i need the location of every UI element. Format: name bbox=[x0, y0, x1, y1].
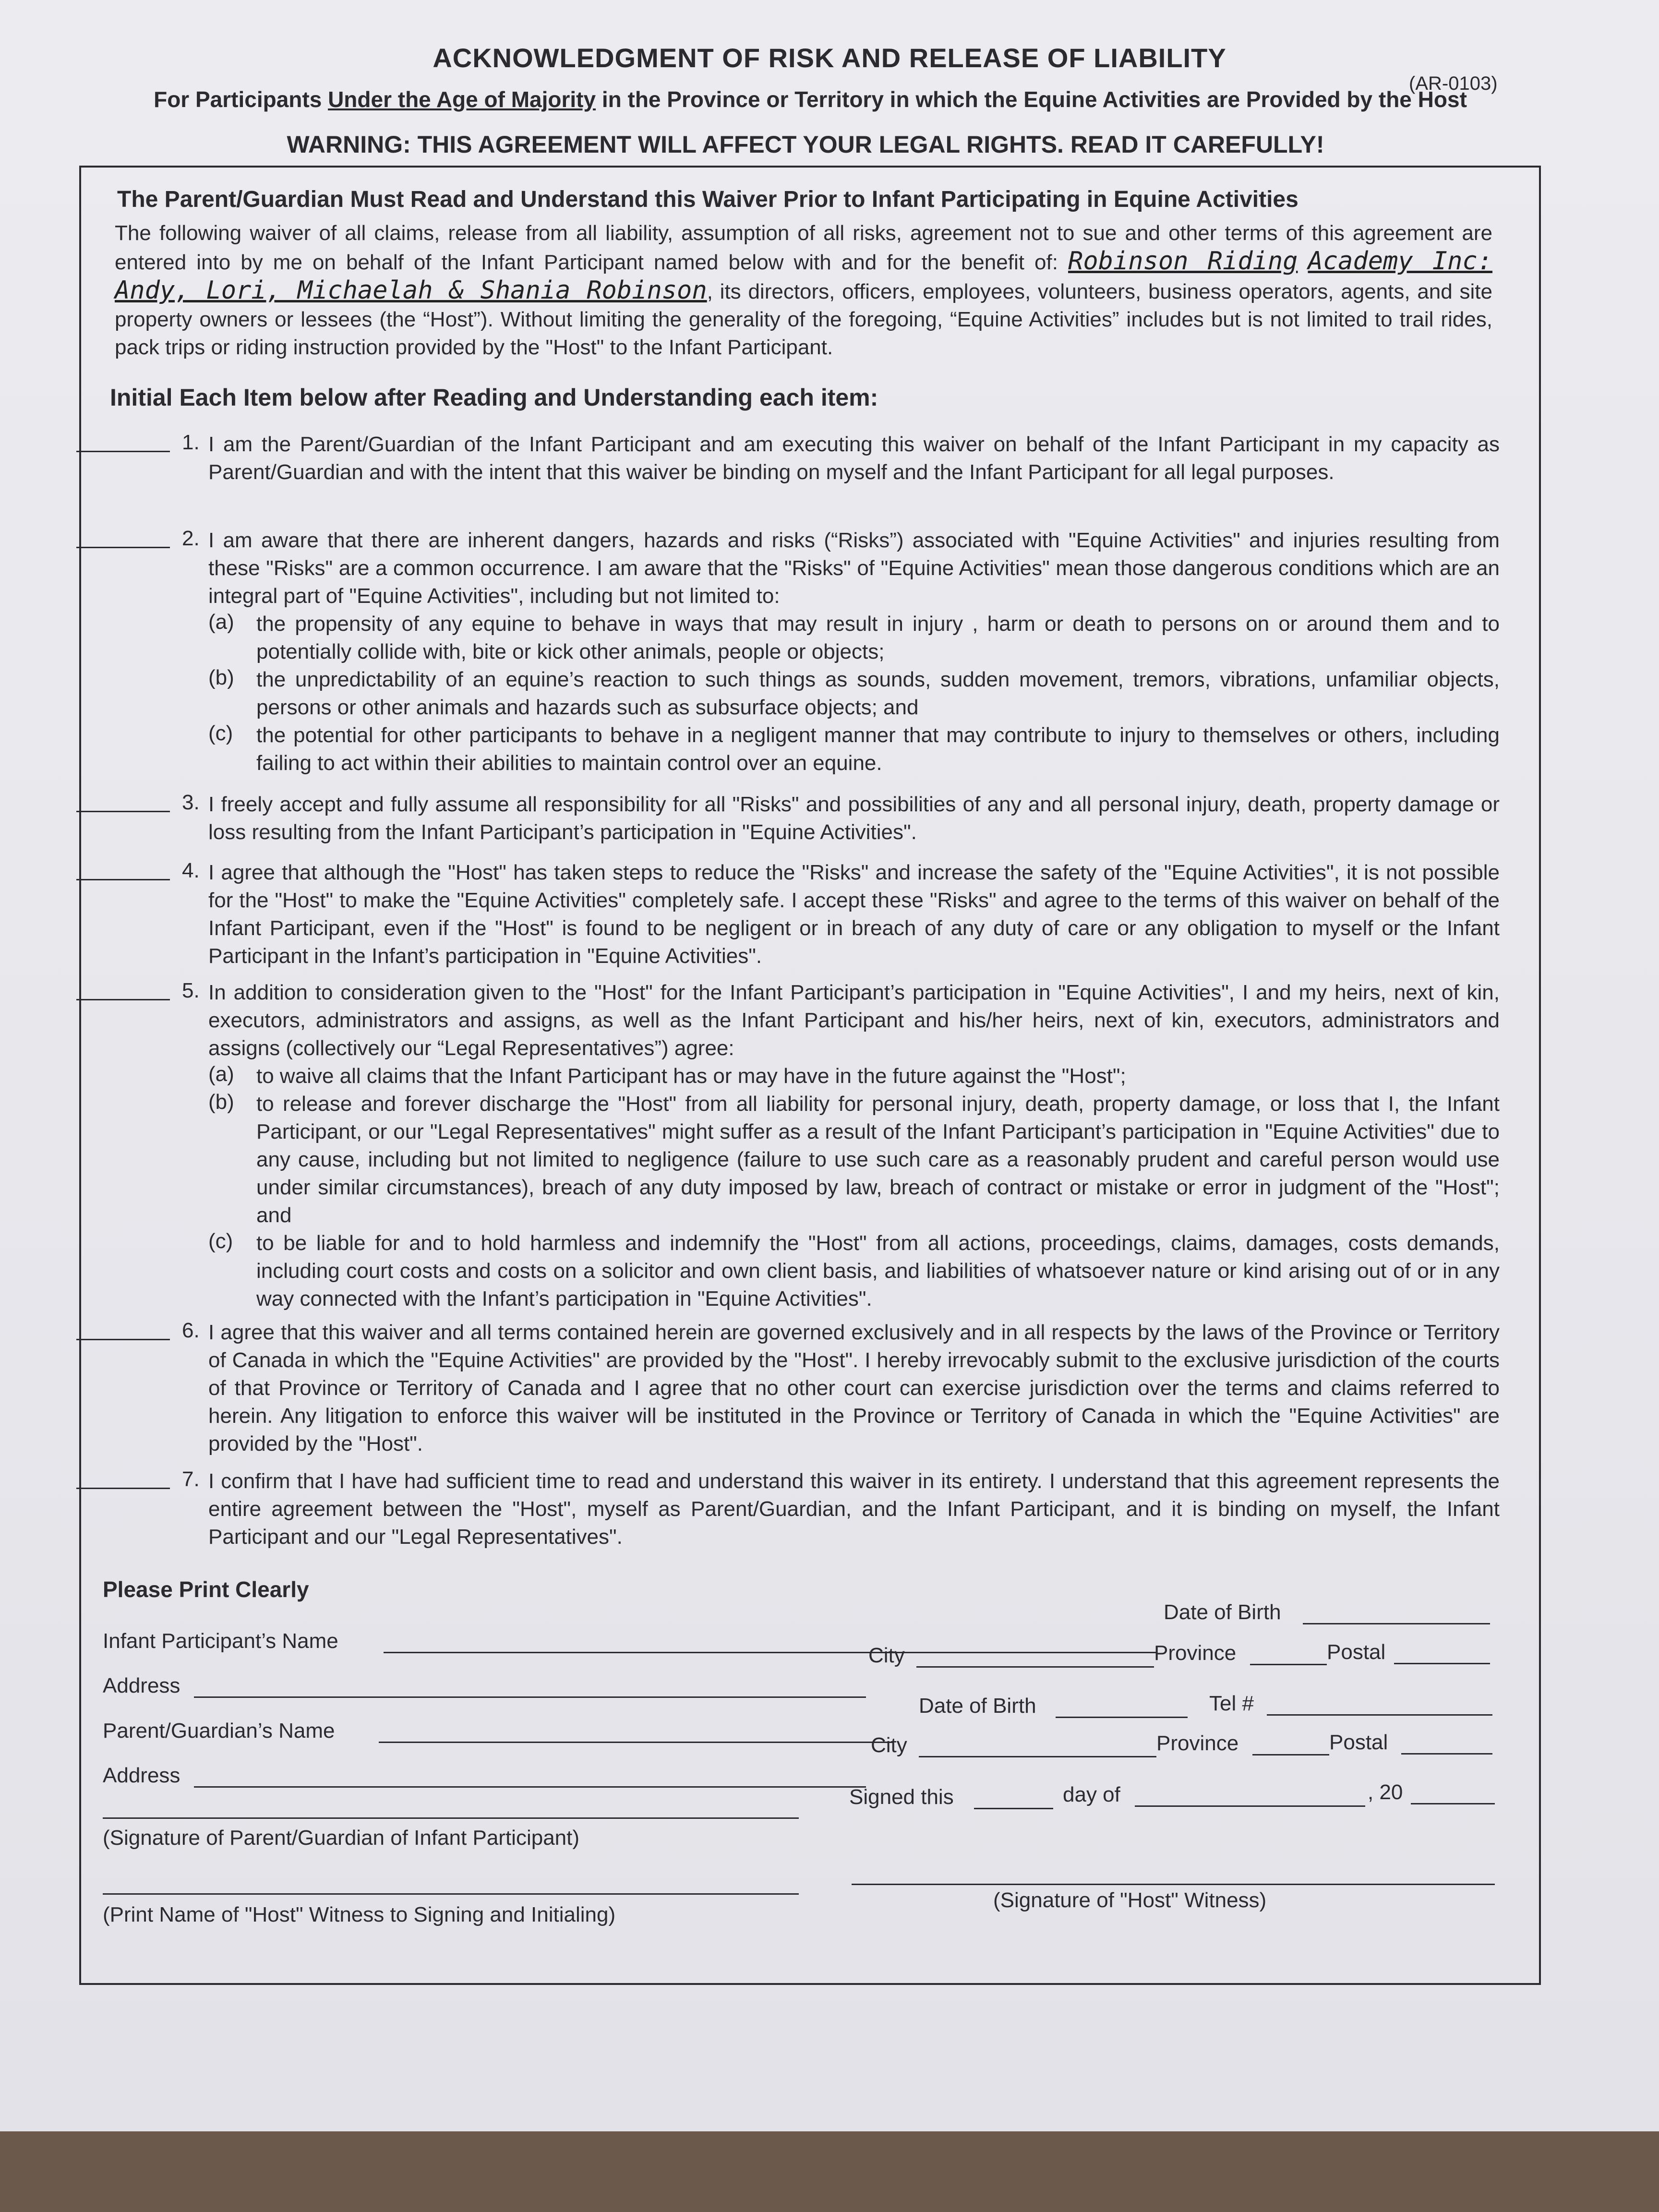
intro-heading: The Parent/Guardian Must Read and Understand this Waiver Prior to Infant Participating in Equine Activities bbox=[117, 187, 1298, 212]
item-number-2: 2. bbox=[182, 527, 200, 550]
intro-paragraph bbox=[115, 219, 1493, 359]
item-number-6: 6. bbox=[182, 1319, 200, 1342]
item-text-3: I freely accept and fully assume all responsibility for all "Risks" and possibilities of any and all personal injury, death, property damage or loss resulting from the Infant Participant’s participation in "Equine Activities". bbox=[208, 793, 1500, 844]
host-name-handwritten-1: Robinson Riding bbox=[1068, 247, 1298, 276]
infant-city-label: City bbox=[868, 1644, 905, 1667]
item-text-5: In addition to consideration given to the "Host" for the Infant Participant’s participation in "Equine Activities", I and my heirs, next of kin, executors, administrators and assigns, as well as the Infant Participant and his/her heirs, next of kin, executors, administrators and assigns (collectively our “Legal Representatives”) agree: bbox=[208, 981, 1500, 1060]
guardian-city-label: City bbox=[871, 1733, 907, 1757]
waiver-box bbox=[79, 166, 1541, 1985]
warning-banner: WARNING: THIS AGREEMENT WILL AFFECT YOUR LEGAL RIGHTS. READ IT CAREFULLY! bbox=[287, 131, 1324, 158]
guardian-city-field[interactable] bbox=[919, 1756, 1156, 1757]
guardian-dob-label: Date of Birth bbox=[919, 1694, 1036, 1718]
witness-signature-caption: (Signature of "Host" Witness) bbox=[993, 1888, 1267, 1912]
item-number-3: 3. bbox=[182, 791, 200, 814]
print-clearly-heading: Please Print Clearly bbox=[103, 1577, 309, 1602]
item-2b-text: the unpredictability of an equine’s reaction to such things as sounds, sudden movement, tremors, vibrations, unfamiliar objects, persons or other animals and hazards such as subsurface objects; and bbox=[256, 668, 1500, 719]
item-text-7: I confirm that I have had sufficient time to read and understand this waiver in its entirety. I understand that this agreement represents the entire agreement between the "Host", myself as Parent/Guardian, and the Infant Participant, and it is binding on myself, the Infant Participant and our "Legal Representatives". bbox=[208, 1469, 1500, 1549]
witness-print-name-caption: (Print Name of "Host" Witness to Signing and Initialing) bbox=[103, 1903, 616, 1926]
item-number-4: 4. bbox=[182, 859, 200, 882]
initial-blank-7[interactable] bbox=[76, 1488, 170, 1489]
signed-this-label: Signed this bbox=[849, 1785, 954, 1809]
infant-postal-field[interactable] bbox=[1394, 1663, 1490, 1664]
infant-postal-label: Postal bbox=[1327, 1640, 1386, 1664]
subtitle-underlined: Under the Age of Majority bbox=[328, 87, 596, 112]
document-title: ACKNOWLEDGMENT OF RISK AND RELEASE OF LIABILITY bbox=[433, 43, 1226, 73]
day-of-label: day of bbox=[1063, 1783, 1120, 1806]
item-2b-label: (b) bbox=[208, 666, 234, 689]
guardian-province-field[interactable] bbox=[1252, 1754, 1329, 1755]
item-5c-text: to be liable for and to hold harmless and indemnify the "Host" from all actions, proceedings, claims, damages, costs demands, including court costs and costs on a solicitor and own client basis, and liabilities of whatsoever nature or kind arising out of or in any way connected with the Infant’s participation in "Equine Activities". bbox=[256, 1231, 1500, 1310]
guardian-name-field[interactable] bbox=[379, 1742, 892, 1743]
initial-blank-3[interactable] bbox=[76, 811, 170, 812]
initial-instruction: Initial Each Item below after Reading and Understanding each item: bbox=[110, 384, 878, 411]
guardian-name-label: Parent/Guardian’s Name bbox=[103, 1719, 335, 1743]
initial-blank-2[interactable] bbox=[76, 547, 170, 548]
infant-province-field[interactable] bbox=[1250, 1664, 1327, 1665]
infant-name-field[interactable] bbox=[384, 1652, 1156, 1653]
item-2c-text: the potential for other participants to behave in a negligent manner that may contribute to injury to themselves or others, including failing to act within their abilities to maintain control over an equine. bbox=[256, 723, 1500, 775]
item-text-4: I agree that although the "Host" has taken steps to reduce the "Risks" and increase the safety of the "Equine Activities", it is not possible for the "Host" to make the "Equine Activities" completely safe. I accept these "Risks" and agree to the terms of this waiver on behalf of the Infant Participant, even if the "Host" is found to be negligent or in breach of any duty of care or any obligation to myself or the Infant Participant in the Infant’s participation in "Equine Activities". bbox=[208, 861, 1500, 968]
signed-day-field[interactable] bbox=[974, 1808, 1053, 1809]
item-2c-label: (c) bbox=[208, 721, 233, 745]
subtitle-pre: For Participants bbox=[154, 87, 328, 112]
infant-address-field[interactable] bbox=[194, 1696, 866, 1698]
initial-blank-1[interactable] bbox=[76, 451, 170, 452]
item-5c-label: (c) bbox=[208, 1229, 233, 1253]
document-subtitle bbox=[86, 86, 1534, 112]
witness-signature-line[interactable] bbox=[852, 1884, 1495, 1885]
item-number-7: 7. bbox=[182, 1467, 200, 1491]
item-5b-label: (b) bbox=[208, 1090, 234, 1114]
initial-blank-4[interactable] bbox=[76, 879, 170, 880]
item-5a-label: (a) bbox=[208, 1062, 234, 1086]
item-2a-text: the propensity of any equine to behave in ways that may result in injury , harm or death to persons on or around them and to potentially collide with, bite or kick other animals, people or objects; bbox=[256, 612, 1500, 663]
tel-field[interactable] bbox=[1267, 1714, 1492, 1716]
guardian-address-label: Address bbox=[103, 1764, 180, 1787]
year-prefix-label: , 20 bbox=[1368, 1780, 1403, 1804]
infant-dob-field[interactable] bbox=[1303, 1623, 1490, 1624]
form-number: (AR-0103) bbox=[1409, 73, 1498, 94]
infant-name-label: Infant Participant’s Name bbox=[103, 1629, 338, 1653]
intro-text-1: The following waiver of all claims, release from all liability, assumption of all risks, agreement not to sue and other terms of this agreement are entered into by me on behalf of the Infant Participant named below with and for the benefit of: bbox=[115, 221, 1492, 274]
host-name-handwritten-2: Academy Inc: Andy, Lori, Michaelah & Shania Robinson bbox=[115, 247, 1493, 305]
guardian-address-field[interactable] bbox=[194, 1786, 866, 1788]
item-number-1: 1. bbox=[182, 431, 200, 454]
subtitle-post: in the Province or Territory in which the Equine Activities are Provided by the Host bbox=[596, 87, 1467, 112]
item-2a-label: (a) bbox=[208, 610, 234, 634]
infant-province-label: Province bbox=[1154, 1641, 1237, 1665]
initial-blank-6[interactable] bbox=[76, 1339, 170, 1340]
tel-label: Tel # bbox=[1209, 1692, 1254, 1715]
signed-month-field[interactable] bbox=[1135, 1805, 1365, 1807]
infant-dob-label: Date of Birth bbox=[1164, 1600, 1281, 1624]
guardian-postal-field[interactable] bbox=[1401, 1753, 1492, 1755]
intro-text-2: , its directors, officers, employees, volunteers, business operators, agents, and site property owners or lessees (the “Host”). Without limiting the generality of the foregoing, “Equine Activities” includes but is not limited to trail rides, pack trips or riding instruction provided by the "Host" to the Infant Participant. bbox=[115, 280, 1492, 359]
guardian-dob-field[interactable] bbox=[1056, 1717, 1188, 1718]
guardian-province-label: Province bbox=[1156, 1731, 1239, 1755]
infant-city-field[interactable] bbox=[916, 1666, 1154, 1668]
item-number-5: 5. bbox=[182, 979, 200, 1002]
guardian-signature-line[interactable] bbox=[103, 1817, 799, 1819]
item-text-2: I am aware that there are inherent dangers, hazards and risks (“Risks”) associated with "Equine Activities" and injuries resulting from these "Risks" are a common occurrence. I am aware that the "Risks" of "Equine Activities" mean those dangerous conditions which are an integral part of "Equine Activities", including but not limited to: bbox=[208, 529, 1500, 608]
infant-address-label: Address bbox=[103, 1674, 180, 1697]
item-5b-text: to release and forever discharge the "Host" from all liability for personal injury, death, property damage, or loss that I, the Infant Participant, or our "Legal Representatives" might suffer as a result of the Infant Participant’s participation in "Equine Activities" due to any cause, including but not limited to negligence (failure to use such care as a reasonably prudent and careful person would use under similar circumstances), breach of any duty imposed by law, breach of contract or mistake or error in judgment of the "Host"; and bbox=[256, 1092, 1500, 1227]
signed-year-field[interactable] bbox=[1411, 1803, 1495, 1804]
guardian-postal-label: Postal bbox=[1329, 1731, 1388, 1754]
item-text-1: I am the Parent/Guardian of the Infant Participant and am executing this waiver on behalf of the Infant Participant in my capacity as Parent/Guardian and with the intent that this waiver be binding on myself and the Infant Participant for all legal purposes. bbox=[208, 433, 1500, 484]
witness-print-name-line[interactable] bbox=[103, 1893, 799, 1895]
item-text-6: I agree that this waiver and all terms contained herein are governed exclusively and in all respects by the laws of the Province or Territory of Canada in which the "Equine Activities" are provided by the "Host". I hereby irrevocably submit to the exclusive jurisdiction of the courts of that Province or Territory of Canada and I agree that no other court can exercise jurisdiction over the terms and claims referred to herein. Any litigation to enforce this waiver will be instituted in the Province or Territory of Canada in which the "Equine Activities" are provided by the "Host". bbox=[208, 1321, 1500, 1455]
initial-blank-5[interactable] bbox=[76, 999, 170, 1000]
guardian-signature-caption: (Signature of Parent/Guardian of Infant Participant) bbox=[103, 1826, 580, 1850]
item-5a-text: to waive all claims that the Infant Participant has or may have in the future against the "Host"; bbox=[256, 1064, 1126, 1088]
